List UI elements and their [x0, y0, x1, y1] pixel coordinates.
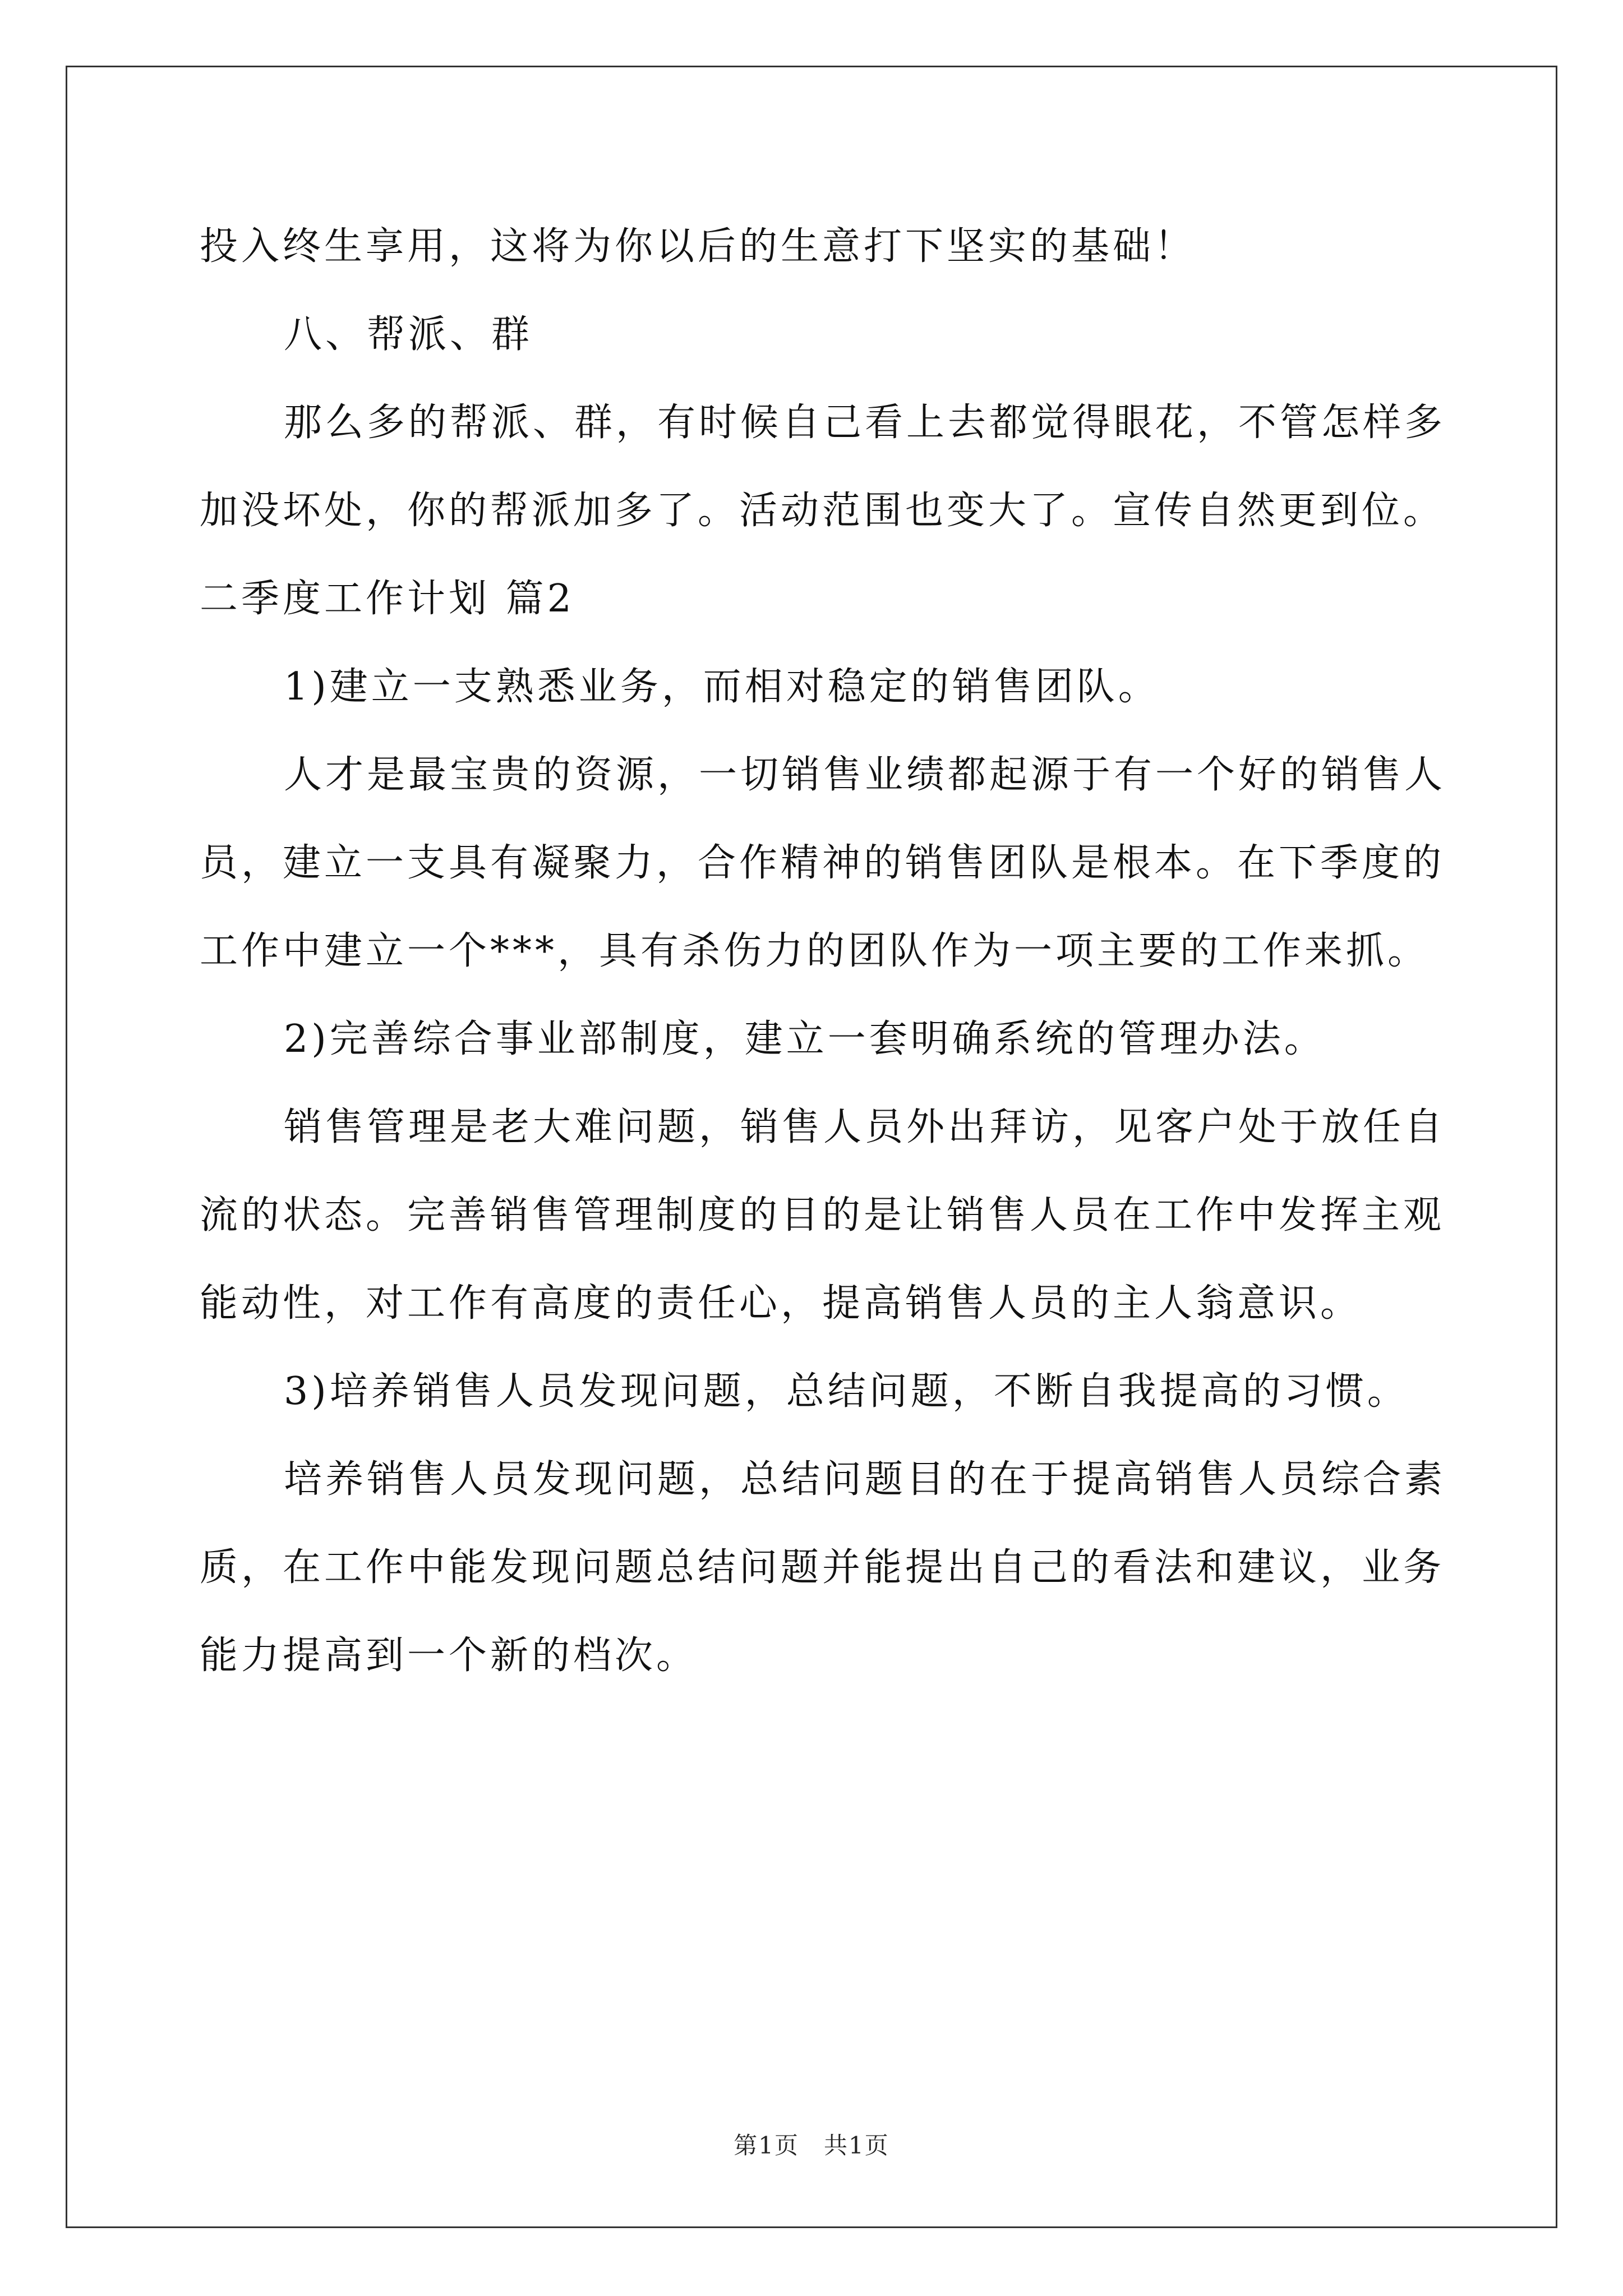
section-heading: 八、帮派、群	[284, 312, 533, 357]
paragraph-line: 流的状态。完善销售管理制度的目的是让销售人员在工作中发挥主观	[200, 1193, 1445, 1237]
paragraph-line: 人才是最宝贵的资源，一切销售业绩都起源于有一个好的销售人	[284, 753, 1446, 797]
list-item-heading: 3)培养销售人员发现问题，总结问题，不断自我提高的习惯。	[284, 1369, 1409, 1414]
paragraph-line: 培养销售人员发现问题，总结问题目的在于提高销售人员综合素	[284, 1457, 1446, 1502]
paragraph-line: 投入终生享用，这将为你以后的生意打下坚实的基础！	[200, 224, 1196, 269]
list-item-heading: 1)建立一支熟悉业务，而相对稳定的销售团队。	[284, 665, 1160, 709]
paragraph-line: 加没坏处，你的帮派加多了。活动范围也变大了。宣传自然更到位。	[200, 489, 1445, 533]
list-item-heading: 2)完善综合事业部制度，建立一套明确系统的管理办法。	[284, 1017, 1326, 1061]
paragraph-line: 那么多的帮派、群，有时候自己看上去都觉得眼花，不管怎样多	[284, 401, 1446, 445]
page-number-footer: 第1页 共1页	[734, 2132, 889, 2159]
paragraph-line: 销售管理是老大难问题，销售人员外出拜访，见客户处于放任自	[284, 1105, 1446, 1149]
paragraph-line: 质，在工作中能发现问题总结问题并能提出自己的看法和建议，业务	[200, 1545, 1445, 1590]
paragraph-line: 工作中建立一个***，具有杀伤力的团队作为一项主要的工作来抓。	[200, 929, 1430, 973]
paragraph-line: 能力提高到一个新的档次。	[200, 1634, 698, 1678]
paragraph-line: 能动性，对工作有高度的责任心，提高销售人员的主人翁意识。	[200, 1281, 1362, 1326]
document-title: 二季度工作计划 篇2	[200, 577, 575, 621]
paragraph-line: 员，建立一支具有凝聚力，合作精神的销售团队是根本。在下季度的	[200, 841, 1445, 885]
